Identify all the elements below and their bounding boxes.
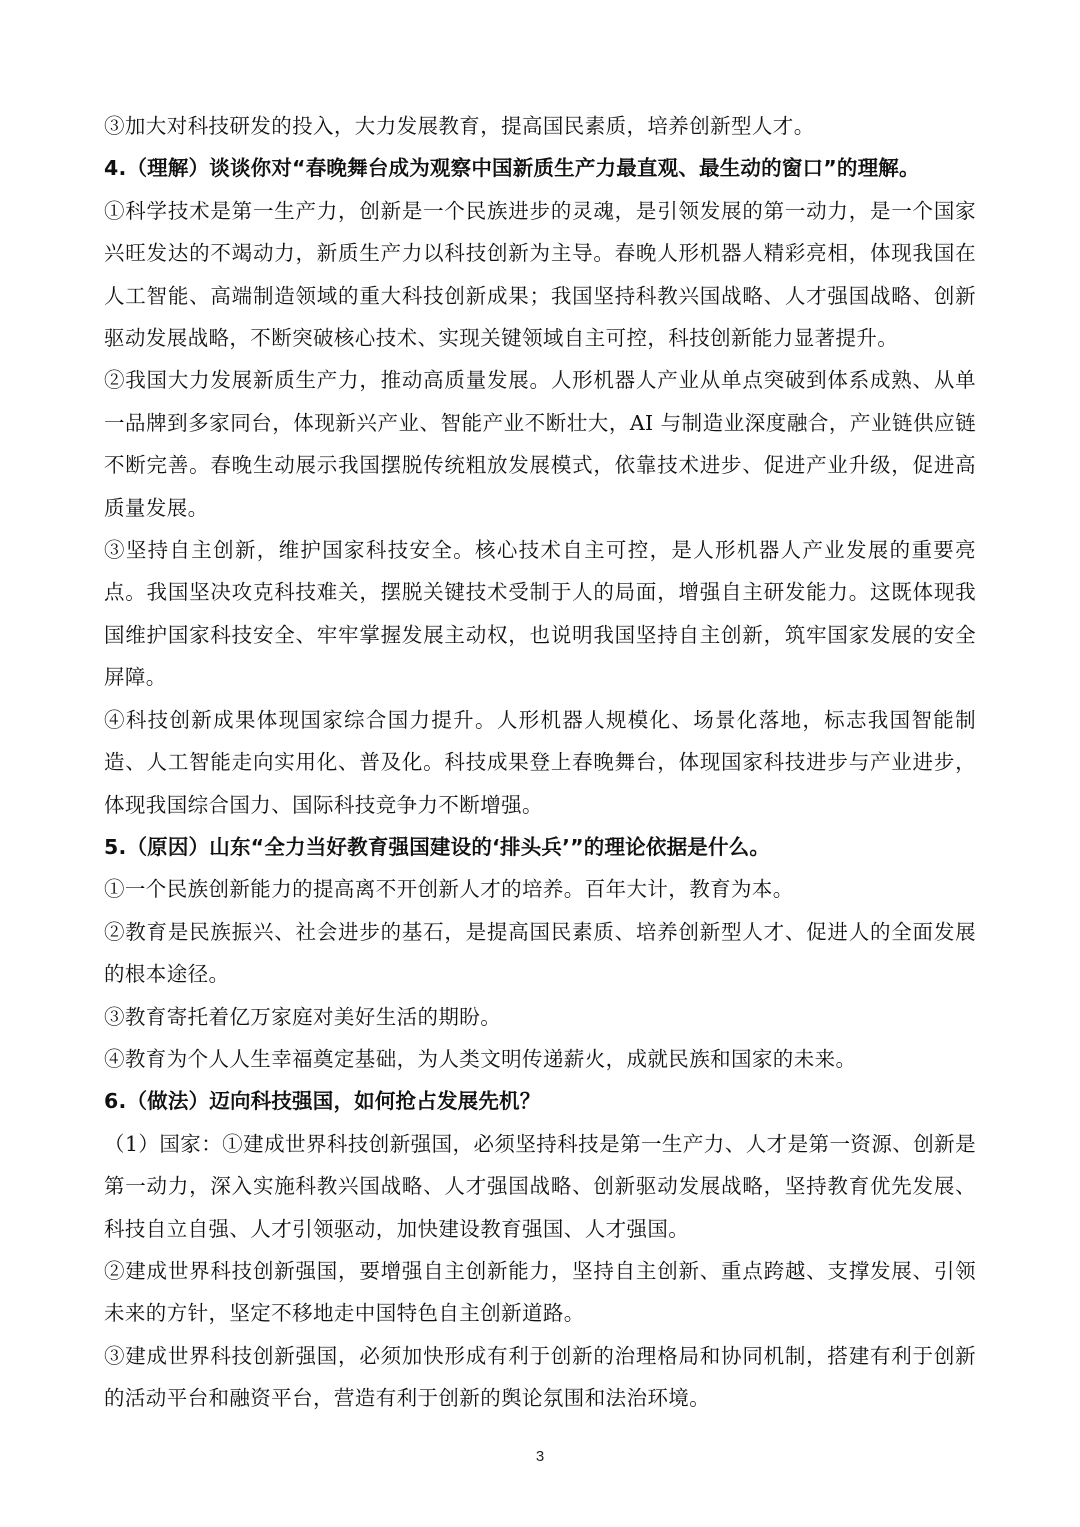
answer-paragraph: ③加大对科技研发的投入，大力发展教育，提高国民素质，培养创新型人才。 — [104, 114, 815, 138]
answer-paragraph: ④教育为个人人生幸福奠定基础，为人类文明传递薪火，成就民族和国家的未来。 — [104, 1046, 857, 1071]
answer-paragraph: ②教育是民族振兴、社会进步的基石，是提高国民素质、培养创新型人才、促进人的全面发展的根本途径。 — [104, 919, 976, 987]
answer-paragraph: ③建成世界科技创新强国，必须加快形成有利于创新的治理格局和协同机制，搭建有利于创新的活动平台和融资平台，营造有利于创新的舆论氛围和法治环境。 — [104, 1343, 976, 1411]
answer-paragraph: ①一个民族创新能力的提高离不开创新人才的培养。百年大计，教育为本。 — [104, 877, 794, 902]
answer-paragraph: ③坚持自主创新，维护国家科技安全。核心技术自主可控，是人形机器人产业发展的重要亮点。我国坚决攻克科技难关，摆脱关键技术受制于人的局面，增强自主研发能力。这既体现我国维护国家科技安全、牢牢掌握发展主动权，也说明我国坚持自主创新，筑牢国家发展的安全屏障。 — [104, 538, 976, 690]
question-heading-5: 5.（原因）山东“全力当好教育强国建设的‘排头兵’”的理论依据是什么。 — [104, 834, 771, 859]
answer-paragraph: ②建成世界科技创新强国，要增强自主创新能力，坚持自主创新、重点跨越、支撑发展、引领未来的方针，坚定不移地走中国特色自主创新道路。 — [104, 1258, 976, 1326]
question-heading-4: 4.（理解）谈谈你对“春晚舞台成为观察中国新质生产力最直观、最生动的窗口”的理解。 — [104, 156, 920, 181]
page-number: 3 — [535, 1448, 545, 1465]
answer-paragraph: ①科学技术是第一生产力，创新是一个民族进步的灵魂，是引领发展的第一动力，是一个国家兴旺发达的不竭动力，新质生产力以科技创新为主导。春晚人形机器人精彩亮相，体现我国在人工智能、高端制造领域的重大科技创新成果；我国坚持科教兴国战略、人才强国战略、创新驱动发展战略，不断突破核心技术、实现关键领域自主可控，科技创新能力显著提升。 — [104, 198, 976, 351]
document-body — [104, 105, 976, 1420]
answer-paragraph: ④科技创新成果体现国家综合国力提升。人形机器人规模化、场景化落地，标志我国智能制造、人工智能走向实用化、普及化。科技成果登上春晚舞台，体现国家科技进步与产业进步，体现我国综合国力、国际科技竞争力不断增强。 — [104, 707, 976, 817]
question-heading-6: 6.（做法）迈向科技强国，如何抢占发展先机？ — [104, 1089, 541, 1114]
answer-paragraph: ②我国大力发展新质生产力，推动高质量发展。人形机器人产业从单点突破到体系成熟、从单一品牌到多家同台，体现新兴产业、智能产业不断壮大，AI 与制造业深度融合，产业链供应链不断完善。春晚生动展示我国摆脱传统粗放发展模式，依靠技术进步、促进产业升级，促进高质量发展。 — [104, 368, 976, 520]
answer-paragraph: ③教育寄托着亿万家庭对美好生活的期盼。 — [104, 1004, 502, 1029]
answer-paragraph: （1）国家：①建成世界科技创新强国，必须坚持科技是第一生产力、人才是第一资源、创新是第一动力，深入实施科教兴国战略、人才强国战略、创新驱动发展战略，坚持教育优先发展、科技自立自强、人才引领驱动，加快建设教育强国、人才强国。 — [104, 1131, 976, 1241]
